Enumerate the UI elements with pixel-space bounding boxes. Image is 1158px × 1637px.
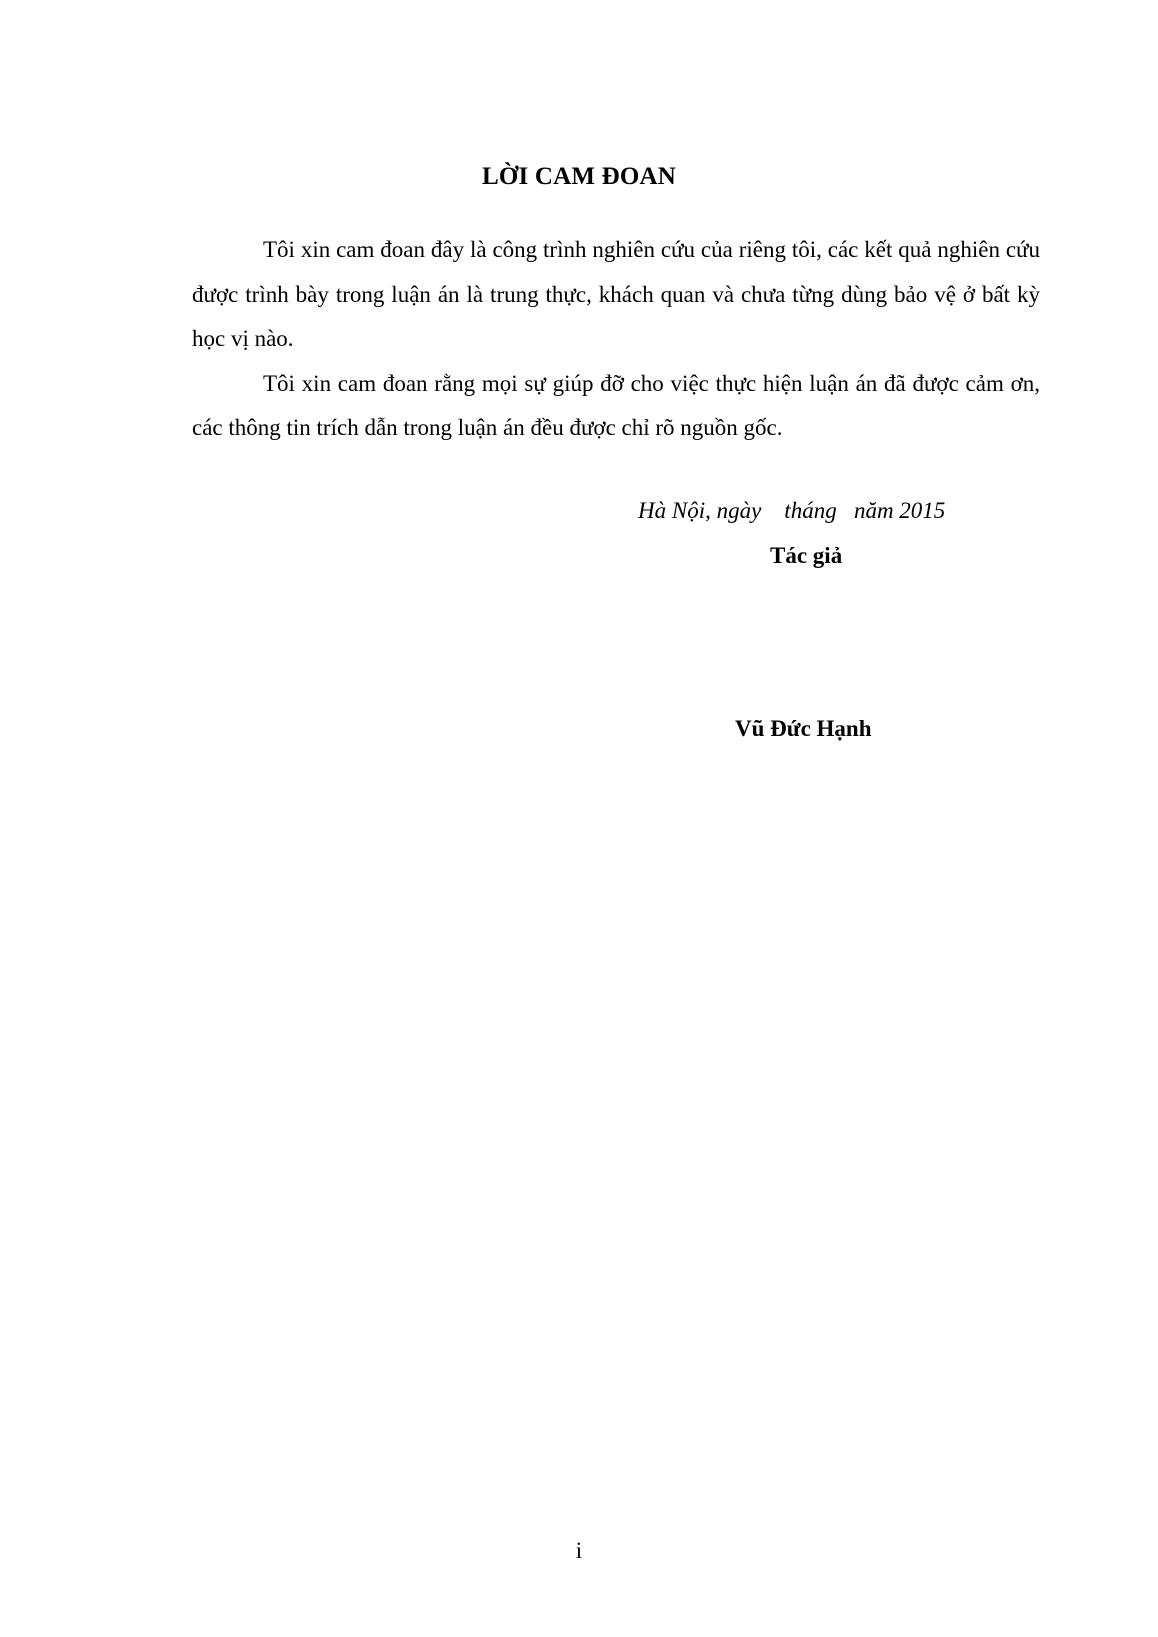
paragraph: Tôi xin cam đoan đây là công trình nghiên cứu của riêng tôi, các kết quả nghiên cứu được trình bày trong luận án là trung thực, khách quan và chưa từng dùng bảo vệ ở bất kỳ học vị nào. [192, 237, 1040, 351]
page-number: i [575, 1538, 583, 1563]
declaration-body [192, 228, 1040, 451]
date-line: Hà Nội, ngày tháng năm 2015 [638, 498, 946, 523]
author-name: Vũ Đức Hạnh [735, 716, 872, 741]
paragraph: Tôi xin cam đoan rằng mọi sự giúp đỡ cho việc thực hiện luận án đã được cảm ơn, các thông tin trích dẫn trong luận án đều được chỉ rõ nguồn gốc. [192, 370, 1040, 440]
author-label: Tác giả [770, 543, 843, 568]
page-title: LỜI CAM ĐOAN [481, 163, 677, 190]
